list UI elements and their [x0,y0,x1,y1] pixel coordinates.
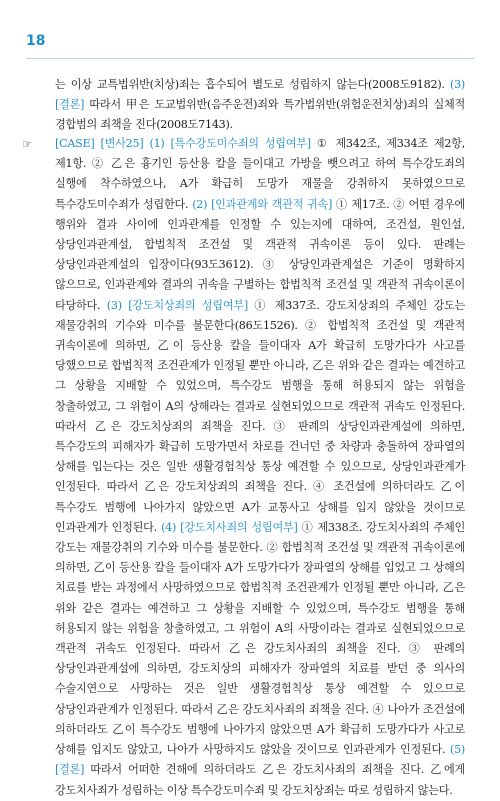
text-segment: 따라서 어떠한 견해에 의하더라도 乙은 강도치사죄의 죄책을 진다. 乙에게 강도치사죄가 성립하는 이상 특수강도미수죄 및 강도치상죄는 따로 성립하지 않는다. [55,763,465,797]
conclusion-heading: (3) [결론] [55,78,465,112]
case-heading: [CASE] [변사25] (1) [특수강도미수죄의 성립여부] [55,137,311,150]
section-heading-causation: (2) [인과관계와 객관적 귀속] [192,197,333,211]
paragraph-case-analysis [55,134,465,801]
section-heading-robbery-injury: (3) [강도치상죄의 성립여부] [106,298,248,312]
text-segment: ① 제338조. 강도치사죄의 주체인 강도는 재물강취의 기수와 미수를 불문한다. ② 합법칙적 조건설 및 객관적 귀속이론에 의하면, 乙이 등산용 칼을 들이대자 A가 도망가다가 장파열의 상해를 입었고 그 상해의 치료를 받는 과정에서 사망하였으므로 합법칙적 조건관계가 인정될 뿐만 아니라, 乙은 위와 같은 결과는 예견하고 그 상황을 지배할 수 있었으며, 특수강도 범행을 통해 허용되지 않는 위험을 창출하였고, 그 위험이 A의 사망이라는 결과로 실현되었으므로 객관적 귀속도 인정된다. 따라서 乙은 강도치사죄의 죄책을 진다. ③ 판례의 상당인과관계설에 의하면, 강도치상의 피해자가 장파열의 치료를 받던 중 의사의 수술지연으로 사망하는 것은 일반 생활경험칙상 통상 예견할 수 있으므로 상당인과관계가 인정된다. 따라서 乙은 강도치사죄의 죄책을 진다. ④ 나아가 조건설에 의하더라도 乙이 특수강도 범행에 나아가지 않았으면 A가 확급히 도망가다가 사고로 상해를 입지도 않았고, 나아가 사망하지도 않았을 것이므로 인과관계가 인정된다. [55,520,465,757]
section-heading-robbery-death: (4) [강도치사죄의 성립여부] [161,520,298,534]
header-divider [26,58,474,59]
section-heading-conclusion: (5) [결론] [55,743,465,777]
pointing-hand-icon: ☞ [22,137,33,151]
text-segment: 는 이상 교특법위반(치상)죄는 흡수되어 별도로 성립하지 않는다(2008도9182). [55,78,450,91]
text-segment: ① 제342조, 제334조 제2항, 제1항. ② 乙은 흉기인 등산용 칼을 들이대고 가방을 뺏으려고 하여 특수강도죄의 실행에 착수하였으나, A가 확급히 도망가 재물을 강취하지 못하였으므로 특수강도미수죄가 성립한다. [55,137,465,211]
text-segment: 따라서 甲은 도교법위반(음주운전)죄와 특가법위반(위험운전치상)죄의 실체적 경합범의 죄책을 진다(2008도7143). [55,98,465,132]
page-number: 18 [26,33,46,49]
text-segment: ① 제337조. 강도치상죄의 주체인 강도는 재물강취의 기수와 미수를 불문한다(86도1526). ② 합법칙적 조건설 및 객관적 귀속이론에 의하면, 乙이 등산용 칼을 들이대자 A가 확급히 도망가다가 사고를 당했으므로 합법칙적 조건관계가 인정될 뿐만 아니라, 乙은 위와 같은 결과는 예견하고 그 상황을 지배할 수 있었으며, 특수강도 범행을 통해 허용되지 않는 위험을 창출하였고, 그 위험이 A의 상해라는 결과로 실현되었으므로 객관적 귀속도 인정된다. 따라서 乙은 강도치상죄의 죄책을 진다. ③ 판례의 상당인과관계설에 의하면, 특수강도의 피해자가 확급히 도망가면서 차로를 건너던 중 차량과 충돌하여 장파열의 상해를 입는다는 것은 일반 생활경험칙상 통상 예견할 수 있으므로, 상당인과관계가 인정된다. 따라서 乙은 강도치상죄의 죄책을 진다. ④ 조건설에 의하더라도 乙이 특수강도 범행에 나아가지 않았으면 A가 교통사고 상해를 입지 않았을 것이므로 인과관계가 인정된다. [55,298,465,534]
paragraph-intro [55,75,465,136]
text-segment: ① 제17조. ② 어떤 경우에 행위와 결과 사이에 인과관계를 인정할 수 있는지에 대하여, 조건설, 원인설, 상당인과관계설, 합법칙적 조건설 및 객관적 귀속이론 등이 있다. 판례는 상당인과관계설의 입장이다(93도3612). ③ 상당인과관계설은 기준이 명확하지 않으므로, 인과관계와 결과의 귀속을 구별하는 합법칙적 조건설 및 객관적 귀속이론이 타당하다. [55,197,466,312]
